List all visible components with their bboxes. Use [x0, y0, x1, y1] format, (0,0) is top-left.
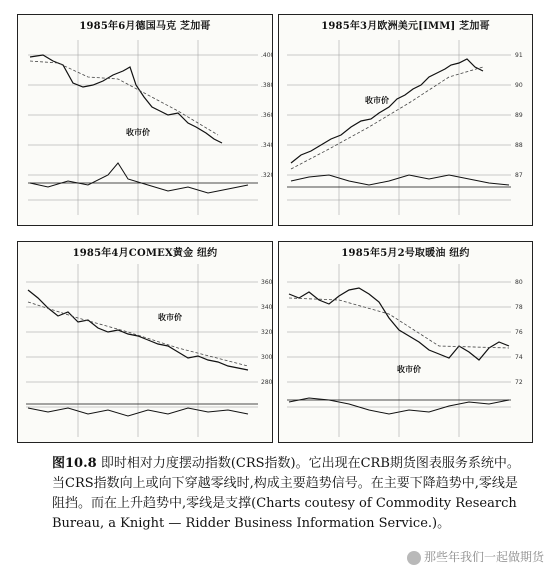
chart-comex-gold: [18, 242, 273, 443]
panel-title: 1985年6月德国马克 芝加哥: [18, 17, 272, 32]
svg-text:76: 76: [515, 329, 523, 336]
svg-text:.360: .360: [261, 112, 274, 119]
svg-text:91: 91: [515, 52, 523, 59]
chart-eurodollar: [279, 15, 533, 226]
wechat-icon: [407, 551, 421, 565]
svg-text:89: 89: [515, 112, 523, 119]
chart-panel-deutsche-mark: [17, 14, 273, 226]
svg-text:.340: .340: [261, 142, 274, 149]
chart-deutsche-mark: [18, 15, 273, 226]
svg-text:90: 90: [515, 82, 523, 89]
figure-caption: [52, 454, 530, 534]
panel-title: 1985年5月2号取暖油 纽约: [279, 244, 532, 259]
chart-panel-comex-gold: [17, 241, 273, 443]
svg-text:340: 340: [261, 304, 273, 311]
svg-text:74: 74: [515, 354, 523, 361]
panel-title: 1985年3月欧洲美元[IMM] 芝加哥: [279, 17, 532, 32]
svg-text:88: 88: [515, 142, 523, 149]
chart-heating-oil: [279, 242, 533, 443]
svg-text:360: 360: [261, 279, 273, 286]
svg-text:280: 280: [261, 379, 273, 386]
watermark: 那些年我们一起做期货: [407, 548, 544, 565]
close-price-label: 收市价: [365, 95, 389, 105]
chart-panel-eurodollar: [278, 14, 533, 226]
svg-text:80: 80: [515, 279, 523, 286]
svg-text:300: 300: [261, 354, 273, 361]
svg-text:320: 320: [261, 329, 273, 336]
figure-number: 图10.8: [52, 456, 97, 471]
svg-text:72: 72: [515, 379, 523, 386]
svg-text:.380: .380: [261, 82, 274, 89]
svg-text:78: 78: [515, 304, 523, 311]
svg-text:87: 87: [515, 172, 523, 179]
close-price-label: 收市价: [158, 312, 182, 322]
chart-panel-heating-oil: [278, 241, 533, 443]
caption-text: 即时相对力度摆动指数(CRS指数)。它出现在CRB期货图表服务系统中。当CRS指数向上或向下穿越零线时,构成主要趋势信号。在主要下降趋势中,零线是阻挡。而在上升趋势中,零线是支撑(Charts coutesy of Commodity Research Bureau, a Knight — Ridder Business Information Service.)。: [52, 456, 520, 531]
svg-text:.400: .400: [261, 52, 274, 59]
close-price-label: 收市价: [126, 127, 150, 137]
panel-title: 1985年4月COMEX黄金 纽约: [18, 244, 272, 259]
close-price-label: 收市价: [397, 364, 421, 374]
svg-text:.320: .320: [261, 172, 274, 179]
